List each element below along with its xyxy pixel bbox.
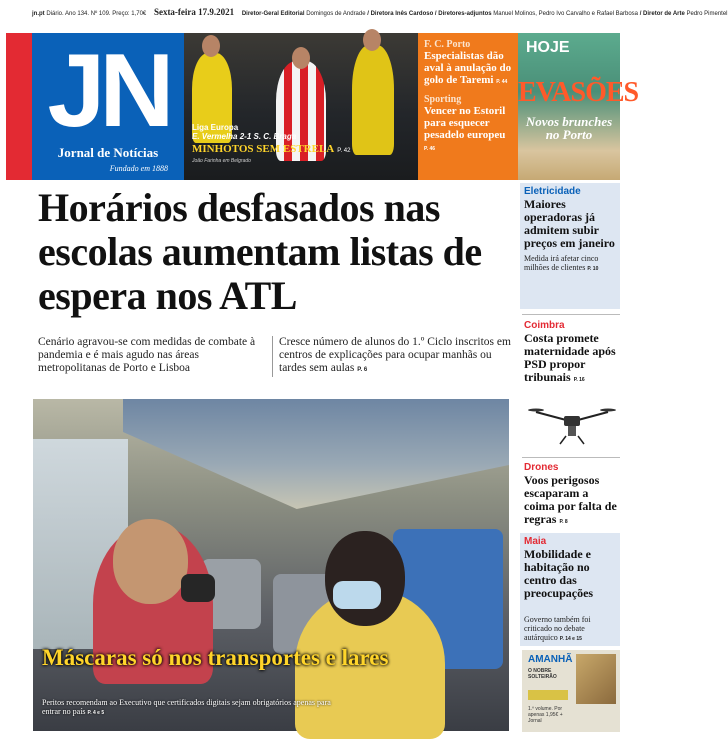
passenger-man-head — [113, 519, 188, 604]
masthead-name: Jornal de Notícias — [57, 145, 159, 160]
photo-credit: João Farinha em Belgrado — [192, 158, 251, 164]
edition-date: Sexta-feira 17.9.2021 — [153, 7, 235, 17]
bus-photo[interactable] — [33, 399, 509, 731]
supplement-subtitle: Novos brunches no Porto — [525, 114, 613, 142]
main-subtitle-1: Cenário agravou-se com medidas de combate à pandemia e é mais agudo nas áreas metropolitanas de Porto e Lisboa — [38, 336, 256, 374]
player-head — [363, 29, 381, 51]
promo-tag — [528, 690, 568, 700]
photo-story-title[interactable]: Máscaras só nos transportes e lares — [42, 645, 389, 670]
masthead-since: Fundado em 1888 — [109, 164, 168, 173]
site-url: jn.pt — [32, 11, 45, 17]
sidebar-story-eletricidade[interactable] — [524, 186, 620, 274]
story-summary — [524, 615, 620, 644]
page-ref: P. 46 — [424, 146, 436, 152]
teaser-title-sporting[interactable]: Vencer no Estoril para esquecer pesadelo europeu — [424, 105, 506, 141]
sidebar-divider — [522, 457, 620, 458]
story-title[interactable]: Mobilidade e habitação no centro das preocupações — [524, 547, 594, 600]
sports-teaser[interactable] — [418, 33, 518, 180]
story-title[interactable]: Voos perigosos escaparam a coima por falta de regras — [524, 473, 617, 526]
main-headline[interactable]: Horários desfasados nas escolas aumentam listas de espera nos ATL — [38, 185, 482, 318]
sidebar-story-drones[interactable] — [524, 462, 620, 529]
football-photo[interactable] — [184, 33, 418, 180]
player-head — [202, 35, 220, 57]
competition-label: Liga Europa — [192, 123, 239, 132]
page-ref: P. 10 — [587, 266, 599, 272]
page-ref: P. 44 — [496, 79, 508, 85]
story-summary — [524, 254, 620, 274]
section-sporting: Sporting — [424, 94, 462, 105]
match-result: E. Vermelha 2-1 S. C. Braga — [192, 132, 297, 141]
story-title[interactable]: Maiores operadoras já admitem subir preços em janeiro — [524, 197, 615, 250]
face-mask-icon — [333, 581, 381, 609]
section-fc-porto: F. C. Porto — [424, 39, 471, 50]
passenger-woman-head — [325, 531, 405, 626]
masthead-logo: JN — [47, 33, 169, 149]
sidebar-story-maia[interactable] — [524, 536, 620, 600]
tomorrow-promo[interactable] — [522, 650, 620, 732]
bus-ceiling — [123, 399, 509, 509]
football-headline[interactable]: MINHOTOS SEM ESTRELA — [192, 143, 335, 155]
masthead[interactable] — [32, 33, 184, 180]
sidebar-story-coimbra[interactable] — [524, 320, 620, 387]
staff-name-1: Domingos de Andrade — [304, 11, 366, 17]
tomorrow-label: AMANHÃ — [528, 654, 573, 665]
football-caption — [192, 123, 350, 164]
supplement-title: EVASÕES — [518, 77, 639, 108]
page-ref: P. 8 — [559, 519, 568, 525]
story-title[interactable]: Costa promete maternidade após PSD propor tribunais — [524, 331, 616, 384]
section-label: Drones — [524, 462, 559, 473]
page-ref: P. 4 e 5 — [87, 710, 105, 716]
story-title-wrap — [524, 332, 620, 387]
teaser-title-porto[interactable]: Especialistas dão aval à anulação do golo de Taremi — [424, 50, 512, 86]
story-title-wrap — [524, 474, 620, 529]
player-figure — [352, 45, 394, 155]
staff-name-4: Pedro Pimentel — [684, 11, 728, 17]
staff-label-4: / Diretor de Arte — [638, 11, 685, 17]
book-cover-image — [576, 654, 616, 704]
story-summary-text: Medida irá afetar cinco milhões de clientes — [524, 254, 599, 272]
player-head — [292, 47, 310, 69]
top-info-line — [32, 6, 728, 18]
drone-image — [530, 400, 614, 450]
face-mask-icon — [181, 574, 215, 602]
edition-meta: Diário. Ano 134. Nº 109. Preço: 1,70€ — [46, 11, 147, 17]
photo-story-text — [42, 698, 342, 718]
page-ref: P. 14 e 15 — [559, 636, 582, 642]
story-summary-text: Governo também foi criticado no debate autárquico — [524, 615, 591, 642]
promo-book-title: O NOBRE SOLTEIRÃO — [528, 668, 557, 680]
red-accent-strip — [6, 33, 32, 180]
main-subtitle-2 — [272, 336, 512, 377]
staff-label-1: Diretor-Geral Editorial — [241, 11, 305, 17]
section-label: Eletricidade — [524, 186, 581, 197]
page-ref: P. 42 — [337, 148, 351, 154]
supplement-label: HOJE — [526, 39, 570, 56]
page-ref: P. 6 — [357, 367, 368, 373]
staff-name-3: Manuel Molinos, Pedro Ivo Carvalho e Rafael Barbosa — [491, 11, 639, 17]
main-subtitle-2-text: Cresce número de alunos do 1.º Ciclo inscritos em centros de explicações para ocupar manhãs ou tardes sem aulas — [279, 336, 511, 374]
photo-story-body: Peritos recomendam ao Executivo que certificados digitais sejam obrigatórios apenas para entrar no país — [42, 698, 331, 716]
sidebar-divider — [522, 314, 620, 315]
supplement-cover[interactable] — [518, 33, 639, 180]
section-label: Maia — [524, 536, 547, 547]
sidebar-story-debate — [524, 611, 620, 644]
section-label: Coimbra — [524, 320, 565, 331]
staff-label-3: / Diretores-adjuntos — [433, 11, 492, 17]
staff-label-2: / Diretora Inês Cardoso — [365, 11, 434, 17]
promo-offer: 1.º volume. Por apenas 1,95€ + Jornal — [528, 706, 563, 724]
page-ref: P. 16 — [573, 377, 585, 383]
